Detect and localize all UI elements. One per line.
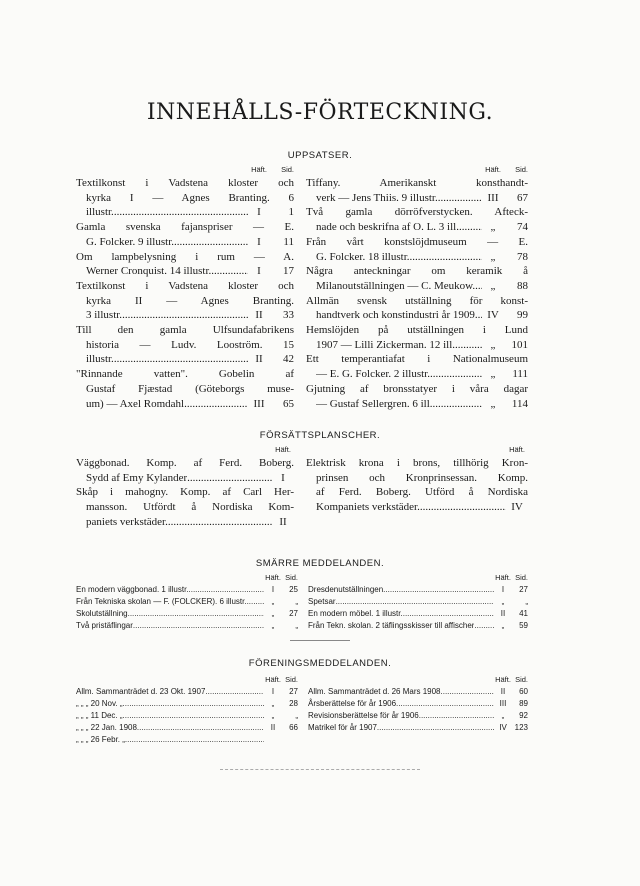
toc-entry-text: Spetsar: [308, 597, 336, 606]
column-header: [76, 674, 298, 686]
leader-dots: [128, 608, 264, 620]
toc-entry-line: [306, 397, 528, 412]
leader-dots: [114, 205, 248, 220]
column-header-hefte: Häft.: [265, 573, 281, 582]
toc-entry: [76, 698, 298, 710]
toc-entry-text: mansson. Utfördt å Nordiska Kom-: [86, 501, 294, 514]
toc-entry-text: Några anteckningar om keramik å: [306, 265, 528, 278]
toc-entry-text: af Ferd. Boberg. Utförd å Nordiska: [316, 486, 528, 499]
toc-entry-text: Allmän svensk utställning för konst-: [306, 294, 528, 307]
toc-entry-line: [306, 279, 528, 294]
toc-entry: [76, 456, 294, 485]
leader-dots: [475, 308, 482, 323]
page-title: INNEHÅLLS-FÖRTECKNING.: [146, 100, 494, 125]
toc-entry-hefte: III: [253, 397, 265, 410]
toc-entry-sida: 17: [283, 265, 294, 278]
toc-entry-sida: 33: [283, 309, 294, 322]
toc-entry-text: Ett temperantiafat i Nationalmuseum: [306, 353, 528, 366]
toc-entry-line: [76, 338, 294, 353]
toc-entry-hefte: I: [271, 687, 275, 696]
toc-entry-sida: 25: [289, 585, 298, 594]
uppsatser-left-column: [76, 164, 294, 411]
toc-entry-text: Milanoutställningen — C. Meukow.: [316, 279, 476, 292]
toc-entry-text: Årsberättelse för år 1906: [308, 699, 397, 708]
toc-entry-hefte: „: [271, 699, 275, 708]
toc-entry-line: [76, 323, 294, 338]
toc-entry: [306, 352, 528, 381]
forsattsplanscher-right-column: [306, 444, 528, 515]
toc-entry-line: [306, 205, 528, 220]
toc-entry-sida: 99: [517, 309, 528, 322]
toc-entry: [308, 620, 528, 632]
toc-entry-hefte: „: [271, 711, 275, 720]
toc-entry-hefte: II: [500, 609, 506, 618]
toc-entry-line: [306, 191, 528, 206]
leader-dots: [459, 220, 482, 235]
toc-entry-line: [76, 456, 294, 471]
toc-entry-sida: 11: [283, 235, 294, 248]
toc-entry-text: Allm. Sammanträdet d. 23 Okt. 1907: [76, 687, 206, 696]
toc-entry-sida: 89: [519, 699, 528, 708]
toc-entry-hefte: II: [270, 723, 276, 732]
leader-dots: [475, 279, 482, 294]
toc-entry-text: Två pristäflingar: [76, 621, 133, 630]
toc-entry-line: [306, 220, 528, 235]
toc-entry-line: [306, 367, 528, 382]
toc-entry-line: [306, 308, 528, 323]
toc-entry-hefte: „: [490, 368, 496, 381]
toc-entry-line: [76, 205, 294, 220]
leader-dots: [187, 471, 272, 486]
toc-entry-text: paniets verkstäder.: [86, 515, 168, 528]
toc-entry-line: [76, 250, 294, 265]
toc-entry-line: [306, 264, 528, 279]
toc-entry-text: — E. G. Folcker. 2 illustr.: [316, 368, 430, 381]
leader-dots: [410, 250, 483, 265]
toc-entry-sida: 88: [517, 279, 528, 292]
column-header-hefte: Häft.: [275, 445, 291, 454]
leader-dots: [174, 235, 248, 250]
toc-entry-text: Elektrisk krona i brons, tillhörig Kron-: [306, 457, 528, 469]
toc-entry-text: Tiffany. Amerikanskt konsthandt-: [306, 177, 528, 189]
toc-entry-hefte: IV: [511, 501, 523, 514]
leader-dots: [114, 352, 248, 367]
toc-entry-text: Gustaf Fjæstad (Göteborgs muse-: [86, 382, 294, 395]
toc-entry: [306, 323, 528, 352]
toc-entry: [76, 584, 298, 596]
column-header: [76, 164, 294, 176]
toc-entry-sida: 27: [289, 609, 298, 618]
column-spacer: [76, 572, 264, 584]
toc-entry-line: [76, 294, 294, 309]
toc-entry-hefte: III: [487, 191, 499, 204]
toc-entry: [76, 686, 298, 698]
toc-entry-line: [306, 294, 528, 309]
toc-entry-hefte: „: [271, 597, 275, 606]
column-spacer: [308, 572, 494, 584]
toc-entry-text: En modern väggbonad. 1 illustr.: [76, 585, 189, 594]
toc-entry-text: G. Folcker. 9 illustr.: [86, 235, 174, 248]
toc-entry-line: [76, 279, 294, 294]
toc-entry-text: Gjutning af bronsstatyer i våra dagar: [306, 382, 528, 395]
toc-entry-text: Werner Cronquist. 14 illustr.: [86, 265, 212, 278]
column-spacer: [306, 444, 506, 456]
toc-entry-hefte: IV: [499, 723, 507, 732]
toc-entry-text: handtverk och konstindustri år 1909: [316, 309, 475, 322]
column-header: [308, 572, 528, 584]
smarre-left-column: [76, 572, 298, 632]
toc-entry-line: [306, 323, 528, 338]
toc-entry-hefte: I: [271, 585, 275, 594]
toc-entry-sida: 123: [514, 723, 528, 732]
toc-entry-text: Från Tekniska skolan — F. (FOLCKER). 6 illustr.: [76, 597, 247, 606]
toc-entry: [76, 176, 294, 220]
toc-entry-hefte: „: [490, 338, 496, 351]
toc-entry-text: verk — Jens Thiis. 9 illustr.: [316, 191, 438, 204]
toc-entry-hefte: „: [490, 221, 496, 234]
foreningsmeddelanden-left-column: [76, 674, 298, 746]
toc-entry-text: Kompaniets verkstäder.: [316, 501, 420, 514]
leader-dots: [438, 191, 482, 206]
toc-entry-text: — Gustaf Sellergren. 6 ill.: [316, 397, 433, 410]
toc-entry-line: [76, 471, 294, 486]
toc-entry: [308, 710, 528, 722]
uppsatser-right-column: [306, 164, 528, 411]
leader-dots: [377, 722, 494, 734]
toc-entry-text: um) — Axel Romdahl.: [86, 397, 187, 410]
toc-entry-sida: 41: [519, 609, 528, 618]
column-header: [308, 674, 528, 686]
leader-dots: [396, 698, 494, 710]
leader-dots: [137, 722, 264, 734]
toc-entry-line: [76, 235, 294, 250]
toc-entry-text: 3 illustr.: [86, 309, 123, 322]
toc-entry: [76, 608, 298, 620]
toc-entry: [76, 722, 298, 734]
toc-entry-sida: „: [295, 711, 298, 720]
toc-entry-text: Textilkonst i Vadstena kloster och: [76, 177, 294, 189]
toc-entry-sida: 65: [283, 397, 294, 410]
leader-dots: [168, 515, 272, 530]
toc-entry-sida: „: [295, 597, 298, 606]
leader-dots: [187, 397, 248, 412]
toc-entry: [76, 279, 294, 323]
toc-entry-hefte: I: [501, 585, 505, 594]
toc-entry: [76, 485, 294, 529]
leader-dots: [455, 338, 482, 353]
toc-entry-text: Till den gamla Ulfsundafabrikens: [76, 324, 294, 337]
toc-entry-hefte: I: [281, 471, 285, 484]
toc-entry-line: [306, 456, 528, 471]
toc-entry-sida: 111: [512, 368, 528, 381]
column-header-sida: Sid.: [285, 573, 298, 582]
leader-dots: [211, 264, 248, 279]
toc-entry-text: Dresdenutställningen: [308, 585, 384, 594]
toc-entry-text: "Rinnande vatten". Gobelin af: [76, 368, 294, 381]
column-header: [76, 572, 298, 584]
toc-entry: [308, 698, 528, 710]
toc-entry-line: [76, 382, 294, 397]
column-spacer: [76, 674, 264, 686]
toc-entry-sida: 92: [519, 711, 528, 720]
toc-entry-line: [76, 485, 294, 500]
toc-entry: [76, 710, 298, 722]
toc-entry-text: Matrikel för år 1907: [308, 723, 377, 732]
leader-dots: [403, 608, 494, 620]
toc-entry-sida: 28: [289, 699, 298, 708]
toc-entry-sida: 42: [283, 353, 294, 366]
toc-entry-line: [306, 176, 528, 191]
toc-entry: [308, 596, 528, 608]
toc-entry-text: Sydd af Emy Kylander: [86, 471, 188, 484]
toc-entry: [76, 620, 298, 632]
toc-entry-text: Väggbonad. Komp. af Ferd. Boberg.: [76, 457, 294, 469]
toc-entry-hefte: „: [490, 250, 496, 263]
toc-entry-text: 1907 — Lilli Zickerman. 12 ill.: [316, 338, 456, 351]
column-spacer: [308, 674, 494, 686]
toc-entry-text: kyrka II — Agnes Branting.: [86, 294, 294, 307]
toc-entry-text: Två gamla dörröfverstycken. Afteck-: [306, 206, 528, 219]
toc-entry: [306, 235, 528, 264]
toc-entry-hefte: I: [257, 265, 261, 278]
column-header-sida: Sid.: [515, 675, 528, 684]
toc-entry-hefte: I: [257, 206, 261, 219]
toc-entry-sida: 114: [511, 397, 528, 410]
column-spacer: [306, 164, 482, 176]
leader-dots: [430, 367, 482, 382]
toc-entry-sida: 74: [517, 221, 528, 234]
toc-entry: [76, 250, 294, 279]
toc-entry-text: G. Folcker. 18 illustr.: [316, 250, 410, 263]
toc-entry-hefte: „: [501, 711, 505, 720]
column-header-sida: Sid.: [281, 165, 294, 174]
leader-dots: [123, 698, 264, 710]
section-heading-uppsatser: UPPSATSER.: [287, 150, 353, 161]
toc-entry-hefte: I: [257, 235, 261, 248]
toc-entry: [306, 456, 528, 515]
divider: [220, 769, 420, 770]
toc-entry-hefte: „: [271, 621, 275, 630]
toc-entry-line: [306, 382, 528, 397]
column-spacer: [76, 164, 248, 176]
toc-entry-text: Allm. Sammanträdet d. 26 Mars 1908: [308, 687, 441, 696]
toc-entry-hefte: [264, 734, 282, 746]
column-header-hefte: Häft.: [485, 165, 501, 174]
toc-entry-text: „ „ „ 26 Febr. „: [76, 735, 125, 744]
leader-dots: [336, 596, 494, 608]
section-heading-smarre: SMÄRRE MEDDELANDEN.: [255, 558, 385, 569]
toc-entry: [308, 608, 528, 620]
toc-entry-text: Gamla svenska fajanspriser — E.: [76, 221, 294, 234]
toc-entry-sida: „: [295, 621, 298, 630]
toc-entry-hefte: „: [501, 621, 505, 630]
toc-entry-sida: 78: [517, 250, 528, 263]
toc-entry-hefte: „: [490, 279, 496, 292]
toc-entry: [308, 584, 528, 596]
toc-entry: [306, 176, 528, 205]
leader-dots: [419, 710, 494, 722]
foreningsmeddelanden-right-column: [308, 674, 528, 734]
toc-entry-line: [76, 308, 294, 323]
leader-dots: [205, 686, 264, 698]
toc-entry-sida: 67: [517, 191, 528, 204]
leader-dots: [433, 397, 483, 412]
leader-dots: [247, 596, 264, 608]
toc-entry: [76, 323, 294, 367]
smarre-right-column: [308, 572, 528, 632]
toc-entry-text: Skolutställning: [76, 609, 128, 618]
forsattsplanscher-left-column: [76, 444, 294, 530]
toc-entry: [308, 686, 528, 698]
section-heading-foreningsmeddelanden: FÖRENINGSMEDDELANDEN.: [248, 658, 392, 669]
leader-dots: [122, 308, 248, 323]
column-header-sida: Sid.: [285, 675, 298, 684]
toc-entry-text: nade och beskrifna af O. L. 3 ill.: [316, 221, 459, 234]
toc-entry-sida: [282, 734, 298, 746]
toc-entry-line: [306, 338, 528, 353]
toc-entry-text: Från vårt konstslöjdmuseum — E.: [306, 235, 528, 248]
toc-entry-hefte: II: [500, 687, 506, 696]
toc-entry-hefte: IV: [487, 309, 499, 322]
toc-entry-line: [76, 220, 294, 235]
toc-entry: [76, 220, 294, 249]
toc-entry-line: [306, 250, 528, 265]
column-header-hefte: Häft.: [265, 675, 281, 684]
column-header-hefte: Häft.: [509, 445, 525, 454]
toc-entry-text: illustr.: [86, 206, 114, 219]
toc-entry-line: [76, 515, 294, 530]
toc-entry-hefte: „: [490, 397, 496, 410]
toc-entry-sida: 101: [511, 338, 528, 351]
toc-entry-hefte: „: [501, 597, 505, 606]
toc-entry-line: [306, 352, 528, 367]
toc-entry-sida: 27: [289, 687, 298, 696]
column-header: [306, 164, 528, 176]
toc-entry-hefte: II: [279, 515, 287, 528]
toc-entry-text: En modern möbel. 1 illustr.: [308, 609, 403, 618]
toc-entry-sida: 59: [519, 621, 528, 630]
toc-entry-text: Från Tekn. skolan. 2 täflingsskisser till affischer: [308, 621, 475, 630]
leader-dots: [133, 620, 264, 632]
toc-entry-line: [306, 485, 528, 500]
toc-entry: [306, 264, 528, 293]
column-spacer: [76, 444, 272, 456]
toc-entry-sida: 60: [519, 687, 528, 696]
toc-entry-line: [76, 176, 294, 191]
leader-dots: [125, 734, 264, 746]
column-header-hefte: Häft.: [495, 675, 511, 684]
toc-entry-hefte: III: [499, 699, 507, 708]
toc-entry: [308, 722, 528, 734]
toc-entry-hefte: II: [255, 353, 263, 366]
leader-dots: [420, 500, 506, 515]
toc-entry-text: „ „ „ 20 Nov. „: [76, 699, 123, 708]
toc-entry: [76, 367, 294, 411]
toc-entry-line: [76, 397, 294, 412]
toc-entry-sida: 66: [289, 723, 298, 732]
toc-entry-text: Hemslöjden på utställningen i Lund: [306, 324, 528, 337]
leader-dots: [474, 620, 494, 632]
leader-dots: [441, 686, 494, 698]
toc-entry-line: [306, 235, 528, 250]
toc-entry-text: Skåp i mahogny. Komp. af Carl Her-: [76, 486, 294, 499]
section-heading-forsattsplanscher: FÖRSÄTTSPLANSCHER.: [259, 430, 381, 441]
column-header-hefte: Häft.: [251, 165, 267, 174]
leader-dots: [383, 584, 494, 596]
column-header: [306, 444, 528, 456]
toc-entry-sida: 1: [288, 206, 294, 219]
toc-entry-text: „ „ „ 11 Dec. „: [76, 711, 123, 720]
toc-entry: [306, 294, 528, 323]
column-header-sida: Sid.: [515, 573, 528, 582]
toc-entry: [76, 596, 298, 608]
toc-entry-text: „ „ „ 22 Jan. 1908: [76, 723, 137, 732]
toc-entry-text: Textilkonst i Vadstena kloster och: [76, 279, 294, 292]
leader-dots: [189, 584, 264, 596]
toc-entry-line: [306, 471, 528, 486]
column-header-sida: Sid.: [515, 165, 528, 174]
divider: [290, 640, 350, 641]
toc-entry-text: prinsen och Kronprinsessan. Komp.: [316, 471, 528, 484]
leader-dots: [123, 710, 264, 722]
toc-entry-hefte: II: [255, 309, 263, 322]
toc-entry-hefte: „: [271, 609, 275, 618]
toc-entry: [306, 382, 528, 411]
column-header: [76, 444, 294, 456]
toc-entry-text: historia — Ludv. Looström. 15: [86, 338, 294, 351]
toc-entry: [306, 205, 528, 234]
toc-entry: [76, 734, 298, 746]
toc-entry-line: [76, 264, 294, 279]
toc-entry-text: Om lampbelysning i rum — A.: [76, 250, 294, 263]
column-header-hefte: Häft.: [495, 573, 511, 582]
toc-entry-text: Revisionsberättelse för år 1906: [308, 711, 419, 720]
toc-entry-line: [76, 500, 294, 515]
toc-entry-sida: „: [525, 597, 528, 606]
toc-entry-text: kyrka I — Agnes Branting. 6: [86, 191, 294, 204]
toc-entry-line: [76, 367, 294, 382]
toc-entry-text: illustr.: [86, 353, 114, 366]
toc-entry-line: [306, 500, 528, 515]
toc-entry-sida: 27: [519, 585, 528, 594]
toc-entry-line: [76, 191, 294, 206]
toc-entry-line: [76, 352, 294, 367]
